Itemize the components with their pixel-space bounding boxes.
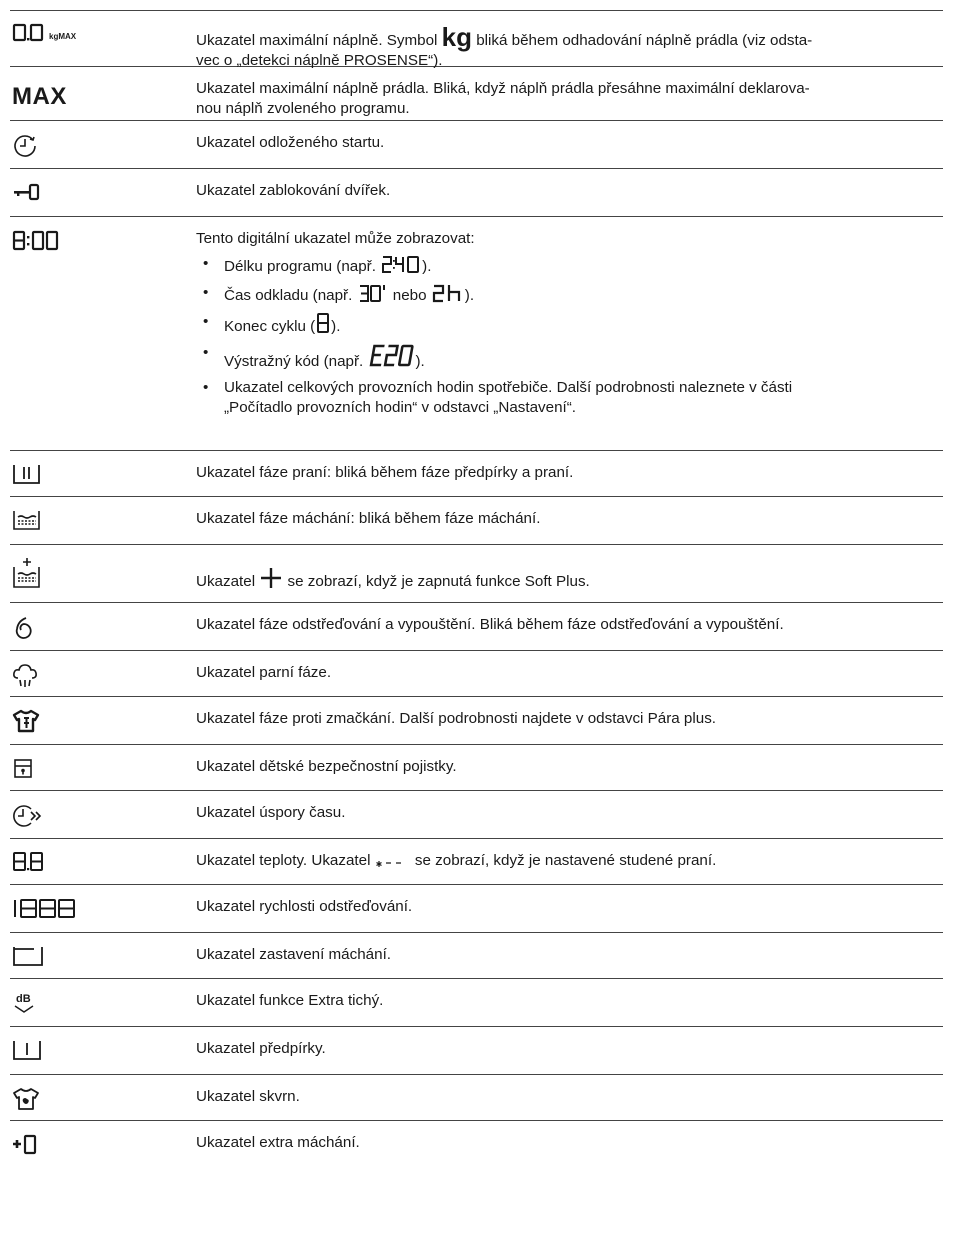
table-row [10,978,943,1026]
max-load-display-icon: kgMAX [10,11,192,66]
time-save-icon [10,791,192,838]
display-240-icon [381,254,421,274]
row-description: Ukazatel se zobrazí, když je zapnutá funkce Soft Plus. [192,545,943,602]
row-description: Ukazatel fáze odstřeďování a vypouštění. Bliká během fáze odstřeďování a vypouštění. [196,616,784,633]
table-row [10,884,943,932]
row-description: Ukazatel odloženého startu. [196,134,385,151]
stain-icon [10,1075,192,1120]
table-row [10,932,943,978]
table-row [10,1074,943,1120]
row-description: Ukazatel parní fáze. [196,664,332,681]
display-e20-icon [369,343,415,369]
list-item: • Délku programu (např. ). [196,254,943,277]
extra-rinse-icon [10,1121,192,1168]
digital-display-icon [10,217,192,450]
row-description: Tento digitální ukazatel může zobrazovat: • Délku programu (např. ). • Čas odkladu (např. nebo ). • Konec cyklu ( ). • Výstražný kód (např. ). • Ukazatel celkových provozních hodin spotřebiče. Další podrobnosti naleznete v části „Počítadlo provozních hodin“ v odstavci „Nastavení“. [192,217,943,450]
list-item: • Výstražný kód (např. ). [196,343,943,372]
temperature-display-icon [10,839,192,884]
table-row [10,1120,943,1168]
anti-crease-icon [10,697,192,744]
table-row [10,10,943,69]
table-row [10,696,943,744]
table-row [10,120,943,168]
row-description: Ukazatel maximální náplně. Symbol kg bliká během odhadování náplně prádla (viz odsta- vec o „detekci náplně PROSENSE“). [196,22,813,69]
table-row [10,744,943,790]
row-description: Ukazatel zablokování dvířek. [196,182,391,199]
table-row [10,790,943,838]
rinse-hold-icon [10,933,192,978]
spin-speed-display-icon [10,885,192,932]
list-item: • Čas odkladu (např. nebo ). [196,283,943,306]
display-end-icon [316,312,330,334]
row-description: Ukazatel funkce Extra tichý. [196,992,384,1009]
svg-text:dB: dB [16,993,31,1005]
child-lock-icon [10,745,192,790]
table-row [10,216,943,450]
kg-symbol: kg [441,22,472,52]
table-row [10,496,943,544]
steam-phase-icon [10,651,192,696]
row-description: Ukazatel maximální náplně prádla. Bliká, když náplň prádla přesáhne maximální deklarova- nou náplň zvoleného programu. [196,80,810,117]
row-description: Ukazatel dětské bezpečnostní pojistky. [196,758,457,775]
table-row [10,602,943,650]
wash-phase-icon [10,451,192,496]
cold-wash-indicator-icon [376,856,410,868]
door-lock-key-icon [10,169,192,216]
row-description: Ukazatel fáze proti zmačkání. Další podrobnosti najdete v odstavci Pára plus. [196,710,717,727]
max-text-icon: MAX [12,83,67,110]
row-description: Ukazatel skvrn. [196,1088,300,1105]
symbol-table [10,10,943,1168]
row-description: Ukazatel předpírky. [196,1040,326,1057]
row-description: Ukazatel fáze máchání: bliká během fáze máchání. [196,510,541,527]
table-row [10,450,943,496]
table-row [10,544,943,602]
row-description: Ukazatel extra máchání. [196,1134,360,1151]
display-2h-icon [432,283,464,303]
row-description: Ukazatel zastavení máchání. [196,946,392,963]
row-description: Ukazatel teploty. Ukazatel se zobrazí, když je nastavené studené praní. [196,852,717,869]
table-row [10,838,943,884]
row-description: Ukazatel úspory času. [196,804,346,821]
display-30-minutes-icon [358,283,388,303]
extra-silent-icon [10,979,192,1026]
row-description: Ukazatel rychlosti odstřeďování. [196,898,413,915]
rinse-phase-icon [10,497,192,544]
plus-icon [260,567,282,589]
list-item: • Konec cyklu ( ). [196,312,943,337]
soft-plus-icon [10,545,192,602]
delayed-start-icon [10,121,192,168]
table-row [10,1026,943,1074]
table-row [10,168,943,216]
spin-drain-icon [10,603,192,650]
prewash-icon [10,1027,192,1074]
list-item: • Ukazatel celkových provozních hodin spotřebiče. Další podrobnosti naleznete v části „Počítadlo provozních hodin“ v odstavci „Nastavení“. [196,378,943,418]
row-description: Ukazatel fáze praní: bliká během fáze předpírky a praní. [196,464,574,481]
table-row [10,66,943,120]
table-row [10,650,943,696]
